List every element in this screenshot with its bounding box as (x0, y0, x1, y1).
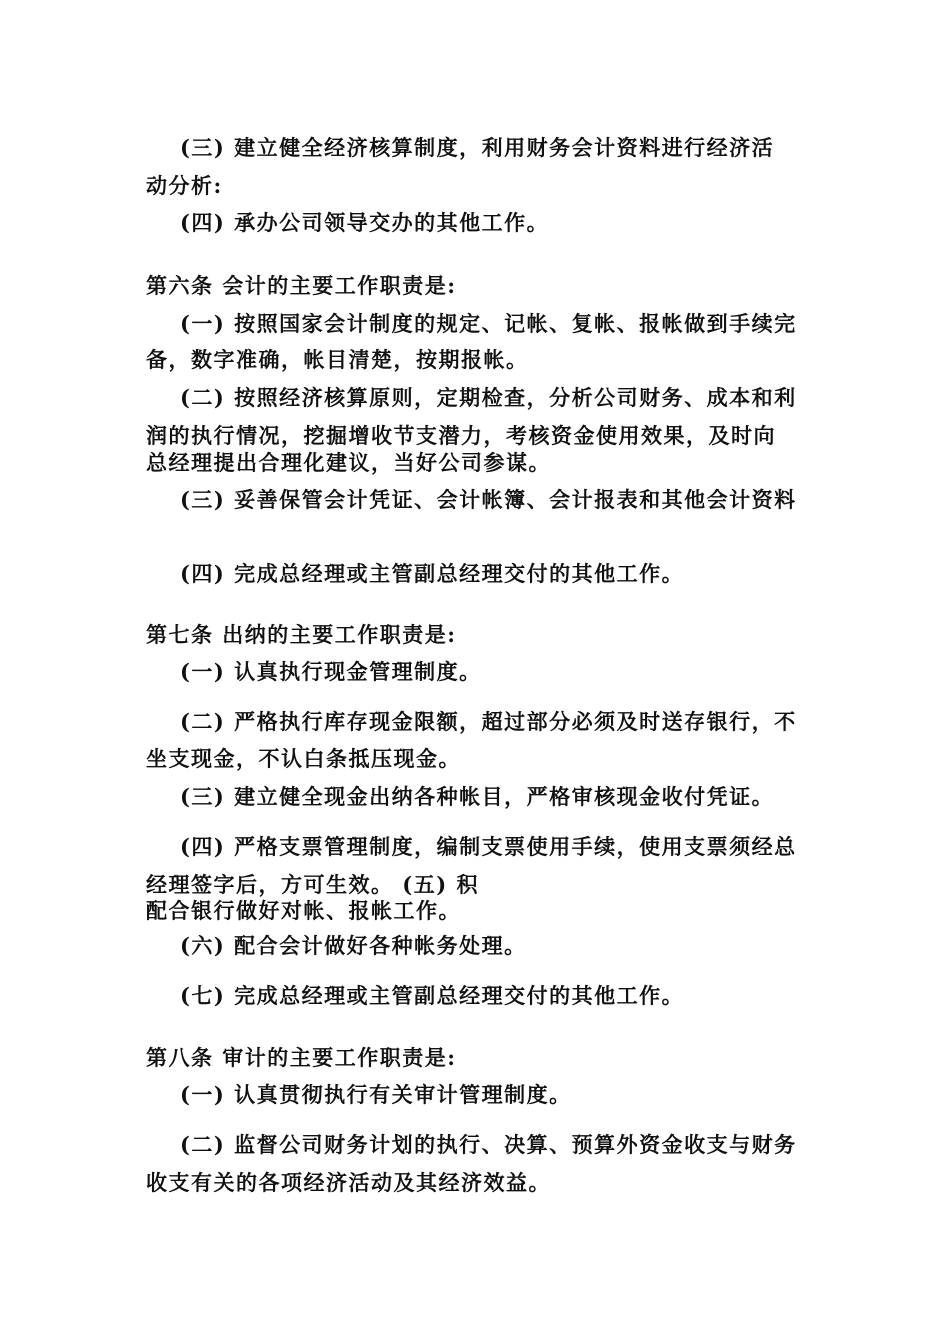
paragraph-line: 备，数字准确，帐目清楚，按期报帐。 (146, 347, 529, 372)
paragraph-line: 收支有关的各项经济活动及其经济效益。 (146, 1170, 551, 1195)
section-heading-article-6: 第六条 会计的主要工作职责是: (146, 273, 457, 298)
paragraph-line: (四) 严格支票管理制度，编制支票使用手续，使用支票须经总 (180, 834, 797, 859)
section-heading-article-7: 第七条 出纳的主要工作职责是: (146, 622, 457, 647)
paragraph-line: (一) 认真贯彻执行有关审计管理制度。 (180, 1082, 572, 1107)
paragraph-line: (三) 建立健全现金出纳各种帐目，严格审核现金收付凭证。 (180, 784, 775, 809)
paragraph-line: 动分析: (146, 173, 223, 198)
paragraph-line: (四) 承办公司领导交办的其他工作。 (180, 210, 550, 235)
paragraph-line: 润的执行情况，挖掘增收节支潜力，考核资金使用效果，及时向 (146, 423, 776, 448)
paragraph-line: (一) 认真执行现金管理制度。 (180, 659, 482, 684)
paragraph-line: (三) 妥善保管会计凭证、会计帐簿、会计报表和其他会计资料 (180, 487, 797, 512)
paragraph-line: 经理签字后，方可生效。 (五) 积 (146, 872, 479, 897)
paragraph-line: (一) 按照国家会计制度的规定、记帐、复帐、报帐做到手续完 (180, 311, 797, 336)
paragraph-line: (七) 完成总经理或主管副总经理交付的其他工作。 (180, 983, 685, 1008)
paragraph-line: (二) 严格执行库存现金限额，超过部分必须及时送存银行，不 (180, 709, 797, 734)
paragraph-line: (二) 监督公司财务计划的执行、决算、预算外资金收支与财务 (180, 1132, 797, 1157)
section-heading-article-8: 第八条 审计的主要工作职责是: (146, 1045, 457, 1070)
paragraph-line: (四) 完成总经理或主管副总经理交付的其他工作。 (180, 561, 685, 586)
paragraph-line: (三) 建立健全经济核算制度，利用财务会计资料进行经济活 (180, 135, 775, 160)
paragraph-line: (六) 配合会计做好各种帐务处理。 (180, 933, 527, 958)
paragraph-line: (二) 按照经济核算原则，定期检查，分析公司财务、成本和利 (180, 385, 797, 410)
paragraph-line: 配合银行做好对帐、报帐工作。 (146, 898, 461, 923)
paragraph-line: 坐支现金，不认白条抵压现金。 (146, 746, 461, 771)
paragraph-line: 总经理提出合理化建议，当好公司参谋。 (146, 450, 551, 475)
